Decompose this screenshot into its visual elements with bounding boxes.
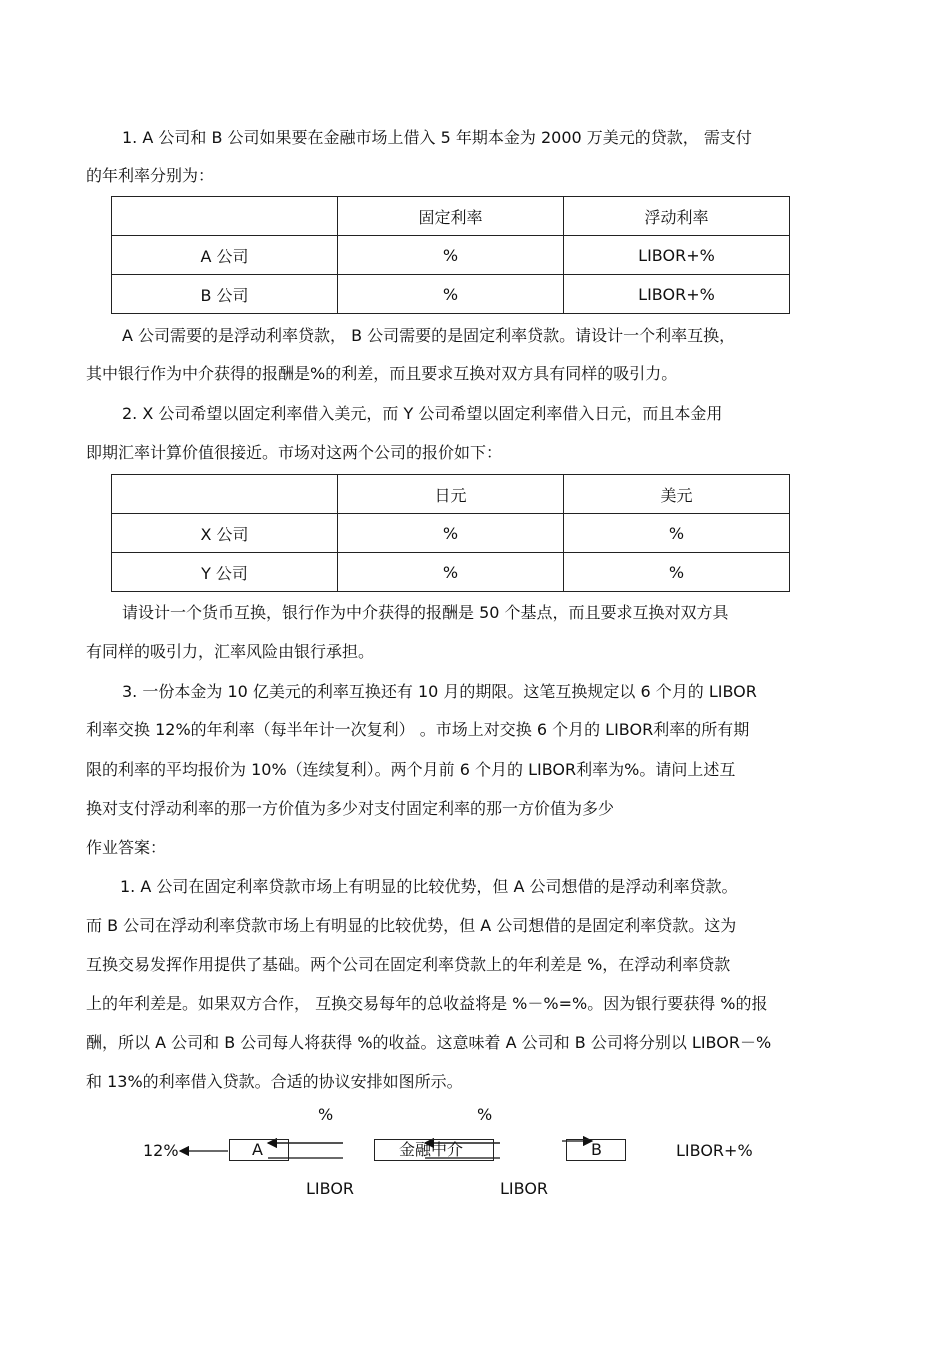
intermediary-box <box>374 1139 494 1161</box>
intermediary-label: 金融中介 <box>399 1140 464 1159</box>
q1-after-1: A 公司需要的是浮动利率贷款， B 公司需要的是固定利率贷款。请设计一个利率互换， <box>122 326 736 345</box>
bottom-left-libor: LIBOR <box>306 1179 355 1198</box>
table-header-cell: 日元 <box>338 475 564 514</box>
table-cell: % <box>564 553 790 592</box>
table-header-cell: 固定利率 <box>338 197 564 236</box>
table-cell: % <box>338 275 564 314</box>
q3-line-3: 限的利率的平均报价为 10%（连续复利）。两个月前 6 个月的 LIBOR利率为%。请问上述互 <box>86 760 736 779</box>
q1-line-2: 的年利率分别为： <box>86 166 215 185</box>
table-cell: % <box>338 553 564 592</box>
q3-line-2: 利率交换 12%的年利率（每半年计一次复利） 。市场上对交换 6 个月的 LIBOR利率的所有期 <box>86 720 750 739</box>
table-cell: % <box>338 514 564 553</box>
q2-after-2: 有同样的吸引力，汇率风险由银行承担。 <box>86 642 375 661</box>
q3-line-4: 换对支付浮动利率的那一方价值为多少对支付固定利率的那一方价值为多少 <box>86 799 615 818</box>
q2-after-1: 请设计一个货币互换，银行作为中介获得的报酬是 50 个基点，而且要求互换对双方具 <box>122 603 729 622</box>
q2-line-2: 即期汇率计算价值很接近。市场对这两个公司的报价如下： <box>86 443 503 462</box>
q3-line-1: 3. 一份本金为 10 亿美元的利率互换还有 10 月的期限。这笔互换规定以 6 个月的 LIBOR <box>122 682 757 701</box>
table-header-cell: 美元 <box>564 475 790 514</box>
table-cell: Y 公司 <box>112 553 338 592</box>
answer-line: 和 13%的利率借入贷款。合适的协议安排如图所示。 <box>86 1072 463 1091</box>
bottom-right-libor: LIBOR <box>500 1179 549 1198</box>
q1-after-2: 其中银行作为中介获得的报酬是%的利差，而且要求互换对双方具有同样的吸引力。 <box>86 364 678 383</box>
company-b-label: B <box>591 1140 602 1159</box>
table-header-cell: 浮动利率 <box>564 197 790 236</box>
top-left-rate: % <box>318 1105 334 1124</box>
right-rate-label: LIBOR+% <box>676 1141 753 1160</box>
company-a-label: A <box>252 1140 263 1159</box>
table-cell: LIBOR+% <box>564 275 790 314</box>
answer-line: 上的年利差是。如果双方合作， 互换交易每年的总收益将是 %－%=%。因为银行要获得 %的报 <box>86 994 768 1013</box>
q1-line-1: 1. A 公司和 B 公司如果要在金融市场上借入 5 年期本金为 2000 万美元的贷款， 需支付 <box>122 128 752 147</box>
table-cell: X 公司 <box>112 514 338 553</box>
table-cell: % <box>564 514 790 553</box>
table-cell: % <box>338 236 564 275</box>
table-cell: A 公司 <box>112 236 338 275</box>
top-right-rate: % <box>477 1105 493 1124</box>
answers-heading: 作业答案： <box>86 838 167 857</box>
answer-line: 互换交易发挥作用提供了基础。两个公司在固定利率贷款上的年利差是 %，在浮动利率贷款 <box>86 955 731 974</box>
company-a-box <box>229 1139 289 1161</box>
table-cell: B 公司 <box>112 275 338 314</box>
company-b-box <box>566 1139 626 1161</box>
q2-line-1: 2. X 公司希望以固定利率借入美元，而 Y 公司希望以固定利率借入日元，而且本金用 <box>122 404 723 423</box>
answer-line: 酬，所以 A 公司和 B 公司每人将获得 %的收益。这意味着 A 公司和 B 公司将分别以 LIBOR－% <box>86 1033 772 1052</box>
left-rate-label: 12% <box>143 1141 179 1160</box>
answer-line: 而 B 公司在浮动利率贷款市场上有明显的比较优势，但 A 公司想借的是固定利率贷款。这为 <box>86 916 737 935</box>
table-cell: LIBOR+% <box>564 236 790 275</box>
answer-line: 1. A 公司在固定利率贷款市场上有明显的比较优势，但 A 公司想借的是浮动利率贷款。 <box>120 877 738 896</box>
